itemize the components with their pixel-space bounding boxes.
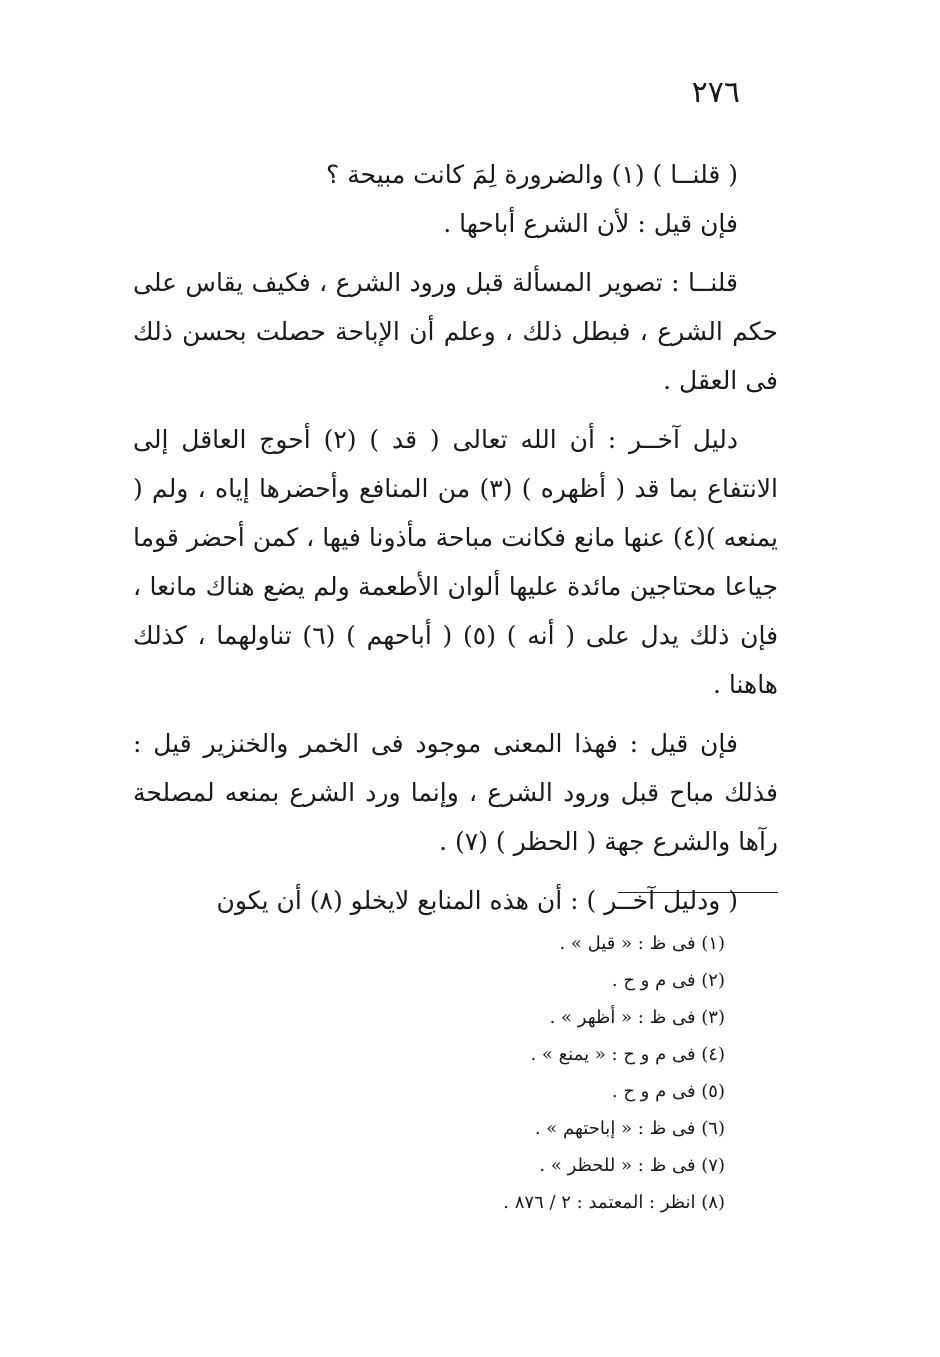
footnote-5: (٥) فى م و ح . [611, 1081, 725, 1102]
paragraph-3: قلنــا : تصوير المسألة قبل ورود الشرع ، فكيف يقاس على حكم الشرع ، فبطل ذلك ، وعلم أن الإباحة حصلت بحسن ذلك فى العقل . [133, 268, 778, 395]
paragraph-6: ( ودليل آخــر ) : أن هذه المنابع لايخلو (٨) أن يكون [216, 886, 738, 915]
footnote-4: (٤) فى م و ح : « يمنع » . [530, 1044, 725, 1065]
footnote-separator [618, 892, 778, 893]
footnote-7: (٧) فى ظ : « للحظر » . [539, 1155, 725, 1176]
main-text [133, 150, 778, 925]
footnote-3: (٣) فى ظ : « أظهر » . [549, 1007, 725, 1028]
paragraph-4: دليل آخــر : أن الله تعالى ( قد ) (٢) أحوج العاقل إلى الانتفاع بما قد ( أظهره ) (٣) من المنافع وأحضرها إياه ، ولم ( يمنعه )(٤) عنها مانع فكانت مباحة مأذونا فيها ، كمن أحضر قوما جياعا محتاجين مائدة عليها ألوان الأطعمة ولم يضع هناك مانعا ، فإن ذلك يدل على ( أنه ) (٥) ( أباحهم ) (٦) تناولهما ، كذلك هاهنا . [133, 425, 779, 699]
footnote-1: (١) فى ظ : « قيل » . [559, 933, 725, 954]
paragraph-5: فإن قيل : فهذا المعنى موجود فى الخمر والخنزير قيل : فذلك مباح قبل ورود الشرع ، وإنما ورد الشرع بمنعه لمصلحة رآها والشرع جهة ( الحظر ) (٧) . [133, 729, 778, 856]
footnote-8: (٨) انظر : المعتمد : ٢ / ٨٧٦ . [503, 1192, 725, 1213]
paragraph-1: ( قلنــا ) (١) والضرورة لِمَ كانت مبيحة ؟ [326, 160, 738, 189]
footnote-2: (٢) فى م و ح . [611, 970, 725, 991]
page-number: ٢٧٦ [691, 75, 740, 110]
footnotes [300, 925, 725, 1221]
footnote-6: (٦) فى ظ : « إباحتهم » . [534, 1118, 725, 1139]
paragraph-2: فإن قيل : لأن الشرع أباحها . [443, 209, 738, 238]
